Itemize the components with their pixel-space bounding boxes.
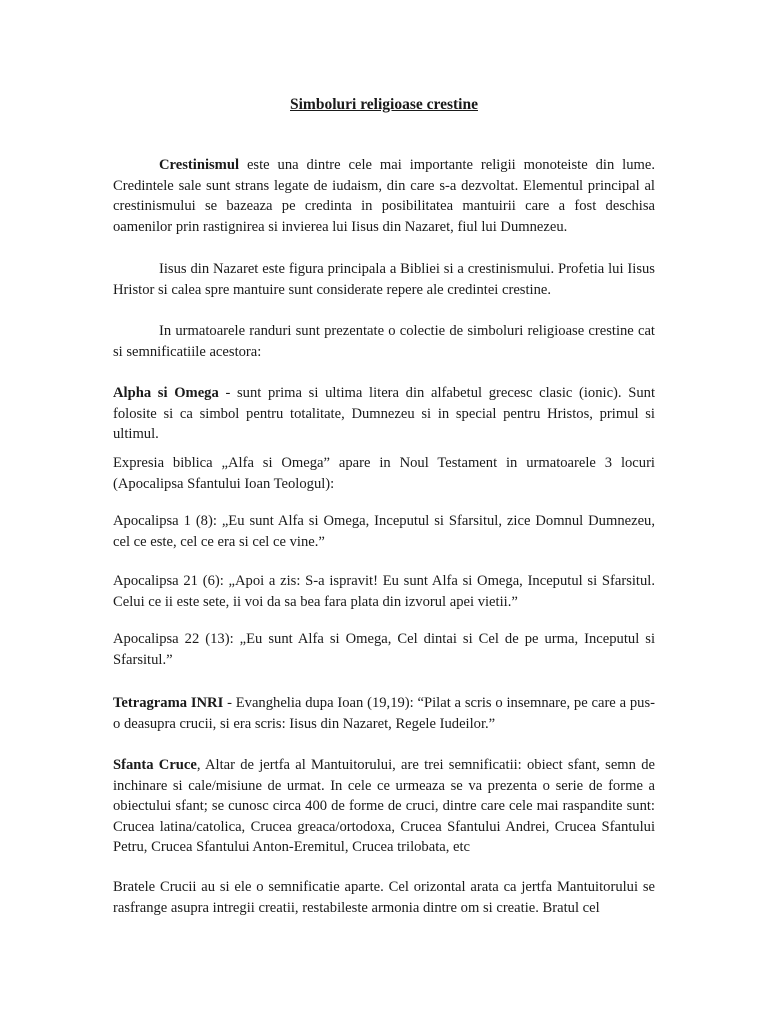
intro-paragraph: [113, 155, 655, 237]
intro-term: Crestinismul: [159, 157, 240, 173]
bratele-crucii-paragraph: Bratele Crucii au si ele o semnificatie aparte. Cel orizontal arata ca jertfa Mantuitorului se rasfrange asupra intregii creatii, restabileste armonia dintre om si creatie. Bratul cel: [113, 879, 655, 916]
inri-term: Tetragrama INRI: [113, 695, 224, 711]
sfanta-cruce-text: , Altar de jertfa al Mantuitorului, are trei semnificatii: obiect sfant, semn de inchinare si cale/misiune de urmat. In cele ce urmeaza se va prezenta o serie de forme a obiectului sfant; se cunosc circa 400 de forme de cruci, dintre care cele mai raspandite sunt: Crucea latina/catolica, Crucea greaca/ortodoxa, Crucea Sfantului Andrei, Crucea Sfantului Petru, Crucea Sfantului Anton-Eremitul, Crucea trilobata, etc: [113, 757, 655, 855]
inri-text: - Evanghelia dupa Ioan (19,19): “Pilat a scris o insemnare, pe care a pus-o deasupra crucii, si era scris: Iisus din Nazaret, Regele Iudeilor.”: [113, 695, 656, 732]
sfanta-cruce-term: Sfanta Cruce: [113, 757, 197, 773]
expresia-paragraph: Expresia biblica „Alfa si Omega” apare in Noul Testament in urmatoarele 3 locuri (Apocalipsa Sfantului Ioan Teologul):: [113, 455, 655, 492]
intro-text: este una dintre cele mai importante religii monoteiste din lume. Credintele sale sunt strans legate de iudaism, din care s-a dezvoltat. Elementul principal al crestinismului se bazeaza pe credinta in posibilitatea mantuirii care a fost deschisa oamenilor prin rastignirea si invierea lui Iisus din Nazaret, fiul lui Dumnezeu.: [113, 157, 655, 235]
paragraph-iisus: Iisus din Nazaret este figura principala a Bibliei si a crestinismului. Profetia lui Iisus Hristor si calea spre mantuire sunt considerate repere ale credintei crestine.: [113, 261, 655, 298]
sfanta-cruce-paragraph: [113, 755, 655, 858]
quote-apocalipsa-22: Apocalipsa 22 (13): „Eu sunt Alfa si Omega, Cel dintai si Cel de pe urma, Inceputul si Sfarsitul.”: [113, 631, 655, 668]
quote-apocalipsa-1: Apocalipsa 1 (8): „Eu sunt Alfa si Omega, Inceputul si Sfarsitul, zice Domnul Dumnezeu, cel ce este, cel ce era si cel ce vine.”: [113, 513, 655, 550]
alpha-omega-text: - sunt prima si ultima litera din alfabetul grecesc clasic (ionic). Sunt folosite si ca simbol pentru totalitate, Dumnezeu si in special pentru Hristos, primul si ultimul.: [113, 385, 655, 442]
alpha-omega-paragraph: [113, 383, 655, 445]
alpha-omega-term: Alpha si Omega: [113, 385, 219, 401]
inri-paragraph: [113, 693, 655, 734]
quote-apocalipsa-21: Apocalipsa 21 (6): „Apoi a zis: S-a ispravit! Eu sunt Alfa si Omega, Inceputul si Sfarsitul. Celui ce ii este sete, ii voi da sa bea fara plata din izvorul apei vietii.”: [113, 573, 655, 610]
paragraph-colectie: In urmatoarele randuri sunt prezentate o colectie de simboluri religioase crestine cat si semnificatiile acestora:: [113, 323, 655, 360]
page-title: Simboluri religioase crestine: [290, 96, 478, 113]
